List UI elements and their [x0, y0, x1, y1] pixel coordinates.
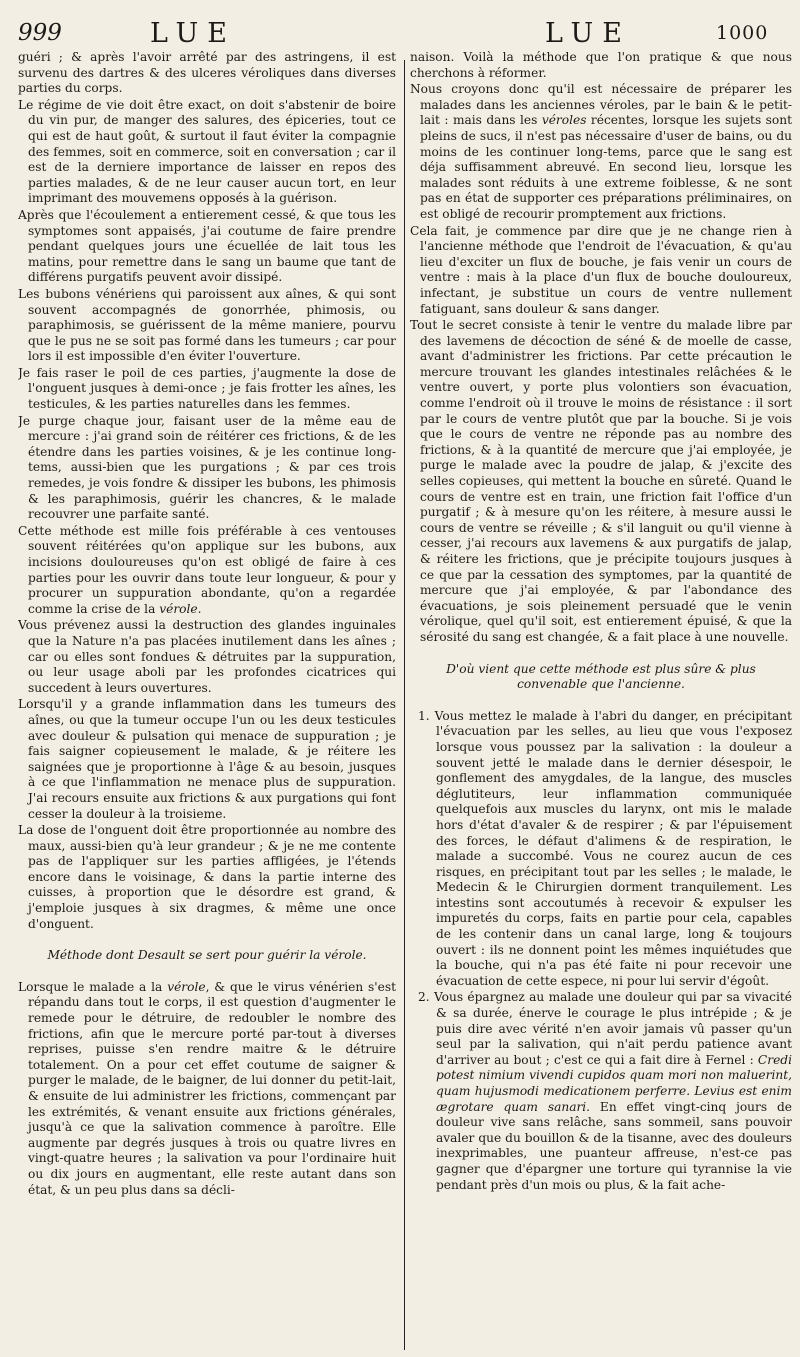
italic-run: vérole — [159, 601, 198, 616]
paragraph: naison. Voilà la méthode que l'on pratique & que nous cherchons à réformer. — [410, 50, 792, 80]
running-head-right: LUE — [545, 18, 631, 49]
text-run: Nous croyons donc qu'il est nécessaire de préparer les malades dans les anciennes véroles, par le bain & le petit-lait : mais dans les — [410, 82, 792, 128]
section-heading: Méthode dont Desault se sert pour guérir la vérole. — [47, 948, 367, 963]
paragraph: Tout le secret consiste à tenir le ventre du malade libre par des lavemens de décoction de séné & de moelle de casse, avant d'administrer les frictions. Par cette précaution le mercure trouvant les glandes intestinales relâchées & le ventre ouvert, y porte plus volontiers son évacuation, comme l'endroit où il trouve le moins de résistance : il sort par le cours de ventre plutôt que par la bouche. Si je vois que le cours de ventre ne réponde pas au nombre des frictions, & à la quantité de mercure que j'ai employée, je purge le malade avec la poudre de jalap, & j'excite des selles copieuses, qui mettent la bouche en sûreté. Quand le cours de ventre est en train, une friction fait l'office d'un purgatif ; & à mesure qu'on les réitere, à mesure aussi le cours de ventre se réveille ; & s'il languit ou qu'il vienne à cesser, j'ai recours aux lavemens & aux purgatifs de jalap, & réitere les frictions, que je précipite toujours jusques à ce que par la cessation des symptomes, par la quantité de mercure que j'ai employée, & par l'abondance des évacuations, je sois pleinement persuadé que le venin vérolique, quel qu'il soit, est entierement épuisé, & que la sérosité du sang est changée, & a fait place à une nouvelle. — [410, 318, 792, 644]
text-run: En effet vingt-cinq jours de douleur vive sans relâche, sans sommeil, sans pouvoir avaler que du bouillon & de la tisanne, avec des douleurs inexprimables, une puanteur affreuse, n'est-ce pas gagner que d'épargner une torture qui tyrannise la vie pendant près d'un mois ou plus, & la fait ache- — [436, 1099, 792, 1192]
running-head-left: LUE — [150, 18, 236, 49]
page-number-right: 1000 — [716, 22, 769, 44]
column-divider — [404, 60, 405, 1350]
page-header — [0, 6, 800, 56]
left-column — [18, 50, 396, 1350]
text-run: 2. Vous épargnez au malade une douleur qui par sa vivacité & sa durée, énerve le courage le plus intrépide ; & je puis dire avec vérité n'en avoir jamais vû passer qu'un seul par la salivation, qui n'ait perdu patience avant d'arriver au bout ; c'est ce qui a fait dire à Fernel : — [418, 990, 792, 1067]
text-run: . — [197, 601, 202, 616]
paragraph: Vous prévenez aussi la destruction des glandes inguinales que la Nature n'a pas placées inutilement dans les aînes ; car ou elles sont fondues & détruites par la suppuration, ou leur usage aboli par les profondes cicatrices qui succedent à leurs ouvertures. — [18, 618, 396, 695]
numbered-paragraph: 1. Vous mettez le malade à l'abri du danger, en précipitant l'évacuation par les selles, au lieu que vous l'exposez lorsque vous poussez par la salivation : la douleur a souvent jetté le malade dans le dernier désespoir, le gonflement des amygdales, de la langue, des muscles déglutiteurs, leur inflammation communiquée quelquefois aux muscles du larynx, ont mis le malade hors d'état d'avaler & de respirer ; & par l'épuisement des forces, le défaut d'alimens & de respiration, le malade a succombé. Vous ne courez aucun de ces risques, en précipitant tout par les selles ; le malade, le Medecin & le Chirurgien dorment tranquilement. Les intestins sont accoutumés à recevoir & expulser les impuretés du corps, faits en partie pour cela, capables de les contenir dans un canal large, long & toujours ouvert : ils ne donnent point les mêmes inquiétudes que la bouche, qui n'a pas été faite ni pour recevoir une évacuation de cette espece, ni pour lui servir d'égoût. — [418, 708, 792, 988]
italic-run: vérole — [167, 979, 206, 994]
paragraph: Le régime de vie doit être exact, on doit s'abstenir de boire du vin pur, de manger des salures, des épiceries, tout ce qui est de haut goût, & surtout il faut éviter la compagnie des femmes, soit en commerce, soit en conversation ; car il est de la derniere importance de laisser en repos des parties malades, & de ne leur causer aucun tort, en leur imprimant des mouvemens opposés à la guérison. — [18, 97, 396, 206]
right-column — [410, 50, 792, 1350]
paragraph: Les bubons vénériens qui paroissent aux aînes, & qui sont souvent accompagnés de gonorrhée, phimosis, ou paraphimosis, se guérissent de la même maniere, pourvu que le pus ne se soit pas formé dans les tumeurs ; car pour lors il est impossible d'en éviter l'ouverture. — [18, 286, 396, 364]
numbered-paragraph — [418, 990, 792, 1193]
latin-quote: Credi potest nimium vivendi cupidos quam mori non maluerint, quam hujusmodi medicationem perferre. Levius est enim ægrotare quam sanari. — [436, 1052, 792, 1114]
text-run: , & que le virus vénérien s'est répandu dans tout le corps, il est question d'augmenter le remede pour le détruire, de redoubler le nombre des frictions, afin que le mercure porté par-tout à diverses reprises, puisse s'en rendre maitre & le détruire totalement. On a pour cet effet coutume de saigner & purger le malade, de le baigner, de lui donner du petit-lait, & ensuite de lui administrer les frictions, commençant par les extrémités, & venant ensuite aux frictions générales, jusqu'à ce que la salivation commence à paroître. Elle augmente par degrés jusques à trois ou quatre livres en vingt-quatre heures ; la salivation va pour l'ordinaire huit ou dix jours en augmentant, elle reste autant dans son état, & un peu plus dans sa décli- — [28, 979, 396, 1197]
paragraph: Lorsqu'il y a grande inflammation dans les tumeurs des aînes, ou que la tumeur occupe l'un ou les deux testicules avec douleur & pulsation qui menace de suppuration ; je fais saigner copieusement le malade, & je réitere les saignées que je proportionne à l'âge & au besoin, jusques à ce que l'inflammation ne menace plus de suppuration. J'ai recours ensuite aux frictions & aux purgations qui font cesser la douleur à la troisieme. — [18, 697, 396, 821]
text-run: récentes, lorsque les sujets sont pleins de sucs, il n'est pas nécessaire d'user de bains, ou du moins de les continuer long-tems, parce que le sang est déja suffisamment abreuvé. En second lieu, lorsque les malades sont réduits à une extreme foiblesse, & ne sont pas en état de supporter ces préparations préliminaires, on est obligé de recourir promptement aux frictions. — [420, 113, 792, 221]
text-run: Cette méthode est mille fois préférable à ces ventouses souvent réitérées qu'on applique sur les bubons, aux incisions douloureuses qu'on est obligé de faire à ces parties pour les ouvrir dans toute leur longueur, & pour y procurer un suppuration abondante, qu'on a regardée comme la crise de la — [18, 523, 396, 616]
paragraph — [18, 524, 396, 618]
paragraph: Après que l'écoulement a entierement cessé, & que tous les symptomes sont appaisés, j'ai coutume de faire prendre pendant quelques jours une écuellée de lait tous les matins, pour remettre dans le sang un baume que tant de différens purgatifs peuvent avoir dissipé. — [18, 207, 396, 285]
paragraph: La dose de l'onguent doit être proportionnée au nombre des maux, aussi-bien qu'à leur grandeur ; & je ne me contente pas de l'appliquer sur les parties affligées, je l'étends encore dans le voisinage, & dans la partie interne des cuisses, à proportion que le désordre est grand, & j'emploie jusques à six dragmes, & même une once d'onguent. — [18, 823, 396, 931]
paragraph: Je purge chaque jour, faisant user de la même eau de mercure : j'ai grand soin de réitérer ces frictions, & de les étendre dans les parties voisines, & je les continue long-tems, aussi-bien que les purgations ; & par ces trois remedes, je vois fondre & dissiper les bubons, les phimosis & les paraphimosis, guérir les chancres, & le malade recouvrer une parfaite santé. — [18, 413, 396, 522]
section-heading: D'où vient que cette méthode est plus sûre & plus convenable que l'ancienne. — [446, 661, 756, 692]
paragraph: guéri ; & après l'avoir arrêté par des astringens, il est survenu des dartres & des ulceres véroliques dans diverses parties du corps. — [18, 50, 396, 96]
paragraph — [18, 980, 396, 1198]
page-number-left: 999 — [18, 20, 62, 46]
paragraph: Cela fait, je commence par dire que je ne change rien à l'ancienne méthode que l'endroit de l'évacuation, & qu'au lieu d'exciter un flux de bouche, je fais venir un cours de ventre : mais à la place d'un flux de bouche douloureux, infectant, je substitue un cours de ventre nullement fatiguant, sans douleur & sans danger. — [410, 223, 792, 316]
paragraph: Je fais raser le poil de ces parties, j'augmente la dose de l'onguent jusques à demi-once ; je fais frotter les aînes, les testicules, & les parties naturelles dans les femmes. — [18, 365, 396, 412]
paragraph — [410, 82, 792, 222]
text-run: Lorsque le malade a la — [18, 979, 168, 994]
italic-run: véroles — [541, 113, 587, 128]
